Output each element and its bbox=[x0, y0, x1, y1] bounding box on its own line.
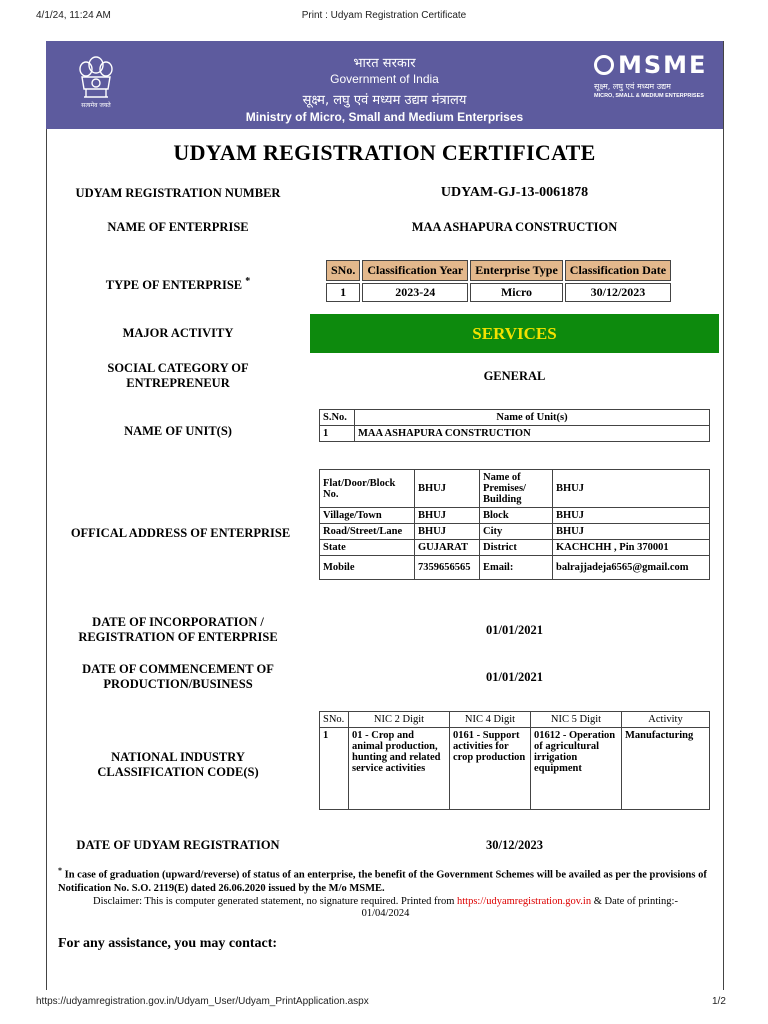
th-sno: SNo. bbox=[326, 260, 360, 281]
table-row: State GUJARAT District KACHCHH , Pin 370001 bbox=[320, 540, 710, 556]
hindi-govt-text: भारत सरकार bbox=[353, 56, 416, 71]
print-page-number: 1/2 bbox=[712, 996, 726, 1007]
th-sno: SNo. bbox=[320, 712, 349, 728]
reg-number-label: UDYAM REGISTRATION NUMBER bbox=[75, 186, 281, 200]
table-row: Mobile 7359656565 Email: balrajjadeja6565@gmail.com bbox=[320, 556, 710, 580]
th-sno: S.No. bbox=[320, 410, 355, 426]
certificate-title: UDYAM REGISTRATION CERTIFICATE bbox=[173, 140, 596, 165]
print-page-title: Print : Udyam Registration Certificate bbox=[301, 10, 467, 21]
ministry-text: Ministry of Micro, Small and Medium Enterprises bbox=[245, 110, 524, 124]
msme-logo bbox=[594, 51, 714, 99]
commencement-label: DATE OF COMMENCEMENT OF PRODUCTION/BUSINESS bbox=[82, 662, 274, 691]
udyam-date-value: 30/12/2023 bbox=[486, 838, 543, 852]
enterprise-name-label: NAME OF ENTERPRISE bbox=[107, 220, 249, 234]
msme-logo-icon bbox=[594, 55, 614, 75]
msme-subtext: MICRO, SMALL & MEDIUM ENTERPRISES bbox=[594, 93, 704, 99]
assistance-text: For any assistance, you may contact: bbox=[58, 936, 278, 951]
nic-label: NATIONAL INDUSTRY CLASSIFICATION CODE(S) bbox=[97, 750, 259, 779]
printing-date: 01/04/2024 bbox=[361, 908, 410, 919]
table-row: Road/Street/Lane BHUJ City BHUJ bbox=[320, 524, 710, 540]
th-enterprise-type: Enterprise Type bbox=[470, 260, 563, 281]
major-activity-label: MAJOR ACTIVITY bbox=[122, 326, 234, 340]
address-label: OFFICAL ADDRESS OF ENTERPRISE bbox=[70, 526, 291, 540]
units-label: NAME OF UNIT(S) bbox=[124, 424, 232, 438]
table-row: Flat/Door/Block No. BHUJ Name of Premises/ Building BHUJ bbox=[320, 470, 710, 508]
th-unit-name: Name of Unit(s) bbox=[355, 410, 710, 426]
social-category-value: GENERAL bbox=[483, 369, 546, 383]
hindi-ministry-text: सूक्ष्म, लघु एवं मध्यम उद्यम मंत्रालय bbox=[302, 93, 467, 108]
units-table bbox=[319, 409, 710, 442]
table-row: 1 2023-24 Micro 30/12/2023 bbox=[326, 283, 671, 302]
th-classification-year: Classification Year bbox=[362, 260, 468, 281]
table-row: 1 MAA ASHAPURA CONSTRUCTION bbox=[320, 426, 710, 442]
header-banner bbox=[46, 41, 723, 129]
th-nic5: NIC 5 Digit bbox=[531, 712, 622, 728]
udyam-date-label: DATE OF UDYAM REGISTRATION bbox=[76, 838, 280, 852]
commencement-value: 01/01/2021 bbox=[486, 670, 543, 684]
table-row: Village/Town BHUJ Block BHUJ bbox=[320, 508, 710, 524]
th-nic2: NIC 2 Digit bbox=[349, 712, 450, 728]
print-url: https://udyamregistration.gov.in/Udyam_User/Udyam_PrintApplication.aspx bbox=[36, 996, 369, 1007]
major-activity-value: SERVICES bbox=[310, 314, 719, 353]
emblem-caption: सत्यमेव जयते bbox=[81, 102, 111, 109]
graduation-note: * In case of graduation (upward/reverse) of status of an enterprise, the benefit of the Government Schemes will be availed as per the provisions of Notification No. S.O. 2119(E) dated 26.06.2020 issued by the M/o MSME. bbox=[58, 866, 707, 894]
th-nic4: NIC 4 Digit bbox=[450, 712, 531, 728]
enterprise-name-value: MAA ASHAPURA CONSTRUCTION bbox=[411, 220, 618, 234]
print-datetime: 4/1/24, 11:24 AM bbox=[36, 10, 111, 21]
social-category-label: SOCIAL CATEGORY OF ENTREPRENEUR bbox=[107, 361, 249, 390]
incorporation-value: 01/01/2021 bbox=[486, 623, 543, 637]
email-value: balrajjadeja6565@gmail.com bbox=[553, 556, 710, 580]
incorporation-label: DATE OF INCORPORATION / REGISTRATION OF ENTERPRISE bbox=[78, 615, 278, 644]
th-classification-date: Classification Date bbox=[565, 260, 671, 281]
enterprise-type-label: TYPE OF ENTERPRISE * bbox=[105, 276, 251, 293]
table-row: 1 01 - Crop and animal production, hunting and related service activities 0161 - Support activities for crop production 01612 - Operation of agricultural irrigation equipment Manufacturing bbox=[320, 728, 710, 810]
address-table bbox=[319, 469, 710, 580]
disclaimer: Disclaimer: This is computer generated statement, no signature required. Printed from https://udyamregistration.gov.in & Date of printing:- 01/04/2024 bbox=[93, 896, 678, 919]
udyam-website-link[interactable]: https://udyamregistration.gov.in bbox=[457, 896, 592, 907]
msme-logo-text: MSME bbox=[618, 51, 708, 79]
th-activity: Activity bbox=[622, 712, 710, 728]
msme-hindi-text: सूक्ष्म, लघु एवं मध्यम उद्यम bbox=[594, 82, 671, 91]
reg-number-value: UDYAM-GJ-13-0061878 bbox=[440, 185, 589, 200]
enterprise-type-table bbox=[324, 258, 673, 304]
nic-table bbox=[319, 711, 710, 810]
govt-of-india-text: Government of India bbox=[330, 72, 439, 86]
